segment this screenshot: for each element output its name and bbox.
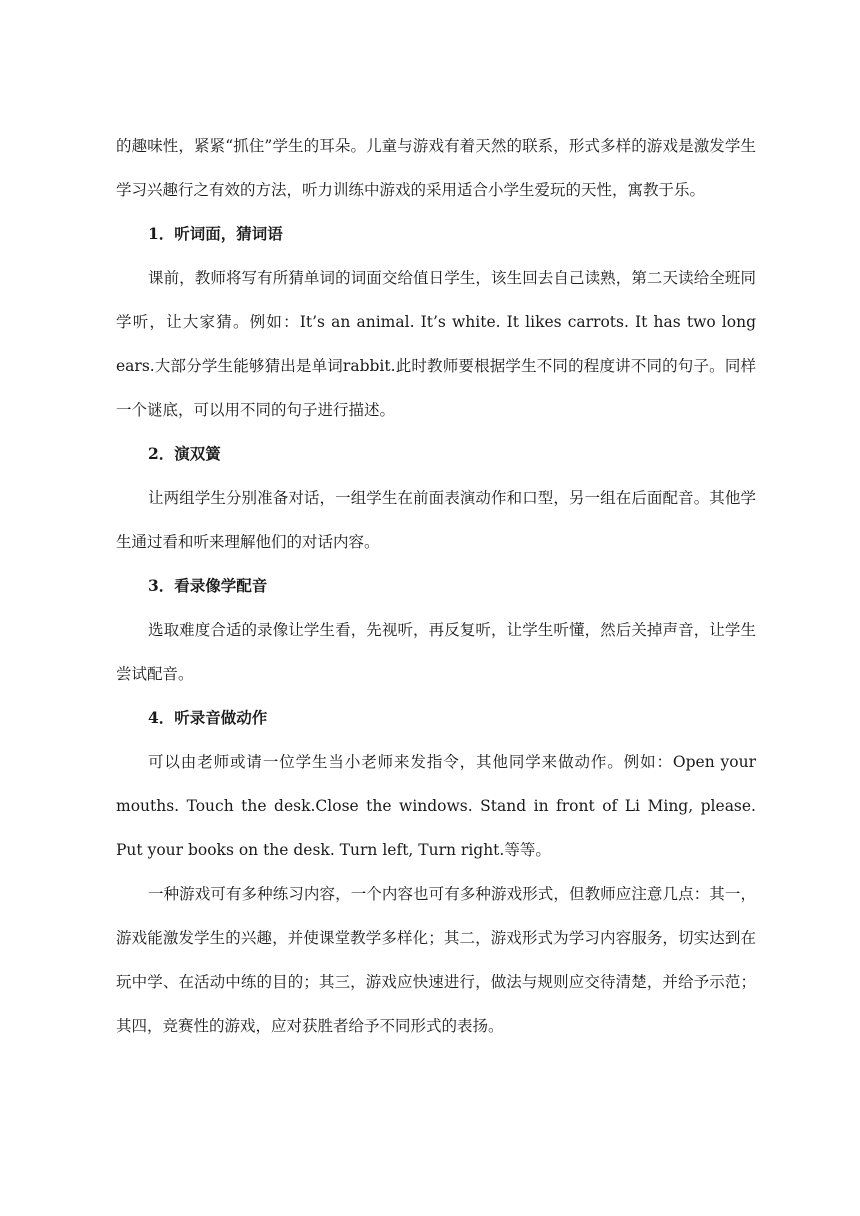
paragraph-intro: 的趣味性，紧紧“抓住”学生的耳朵。儿童与游戏有着天然的联系，形式多样的游戏是激发学生学习兴趣行之有效的方法，听力训练中游戏的采用适合小学生爱玩的天性，寓教于乐。 xyxy=(116,137,756,199)
heading-listen-guess: 1．听词面，猜词语 xyxy=(148,224,283,243)
paragraph-video-dubbing: 选取难度合适的录像让学生看，先视听，再反复听，让学生听懂，然后关掉声音，让学生尝试配音。 xyxy=(116,621,756,683)
paragraph-conclusion: 一种游戏可有多种练习内容，一个内容也可有多种游戏形式，但教师应注意几点：其一，游戏能激发学生的兴趣，并使课堂教学多样化；其二，游戏形式为学习内容服务，切实达到在玩中学、在活动中练的目的；其三，游戏应快速进行，做法与规则应交待清楚，并给予示范；其四，竞赛性的游戏，应对获胜者给予不同形式的表扬。 xyxy=(116,885,756,1035)
paragraph-listen-guess: 课前，教师将写有所猜单词的词面交给值日学生，该生回去自己读熟，第二天读给全班同学听，让大家猜。例如：It’s an animal. It’s white. It likes carrots. It has two long ears.大部分学生能够猜出是单词rabbit.此时教师要根据学生不同的程度讲不同的句子。同样一个谜底，可以用不同的句子进行描述。 xyxy=(116,269,756,419)
heading-listen-act: 4．听录音做动作 xyxy=(148,708,268,727)
heading-video-dubbing: 3．看录像学配音 xyxy=(148,576,268,595)
document-page xyxy=(116,124,756,1048)
paragraph-listen-act: 可以由老师或请一位学生当小老师来发指令，其他同学来做动作。例如：Open your mouths. Touch the desk.Close the windows. Stand in front of Li Ming, please. Put your books on the desk. Turn left, Turn right.等等。 xyxy=(116,753,756,859)
heading-double-act: 2．演双簧 xyxy=(148,444,221,463)
paragraph-double-act: 让两组学生分别准备对话，一组学生在前面表演动作和口型，另一组在后面配音。其他学生通过看和听来理解他们的对话内容。 xyxy=(116,489,756,551)
